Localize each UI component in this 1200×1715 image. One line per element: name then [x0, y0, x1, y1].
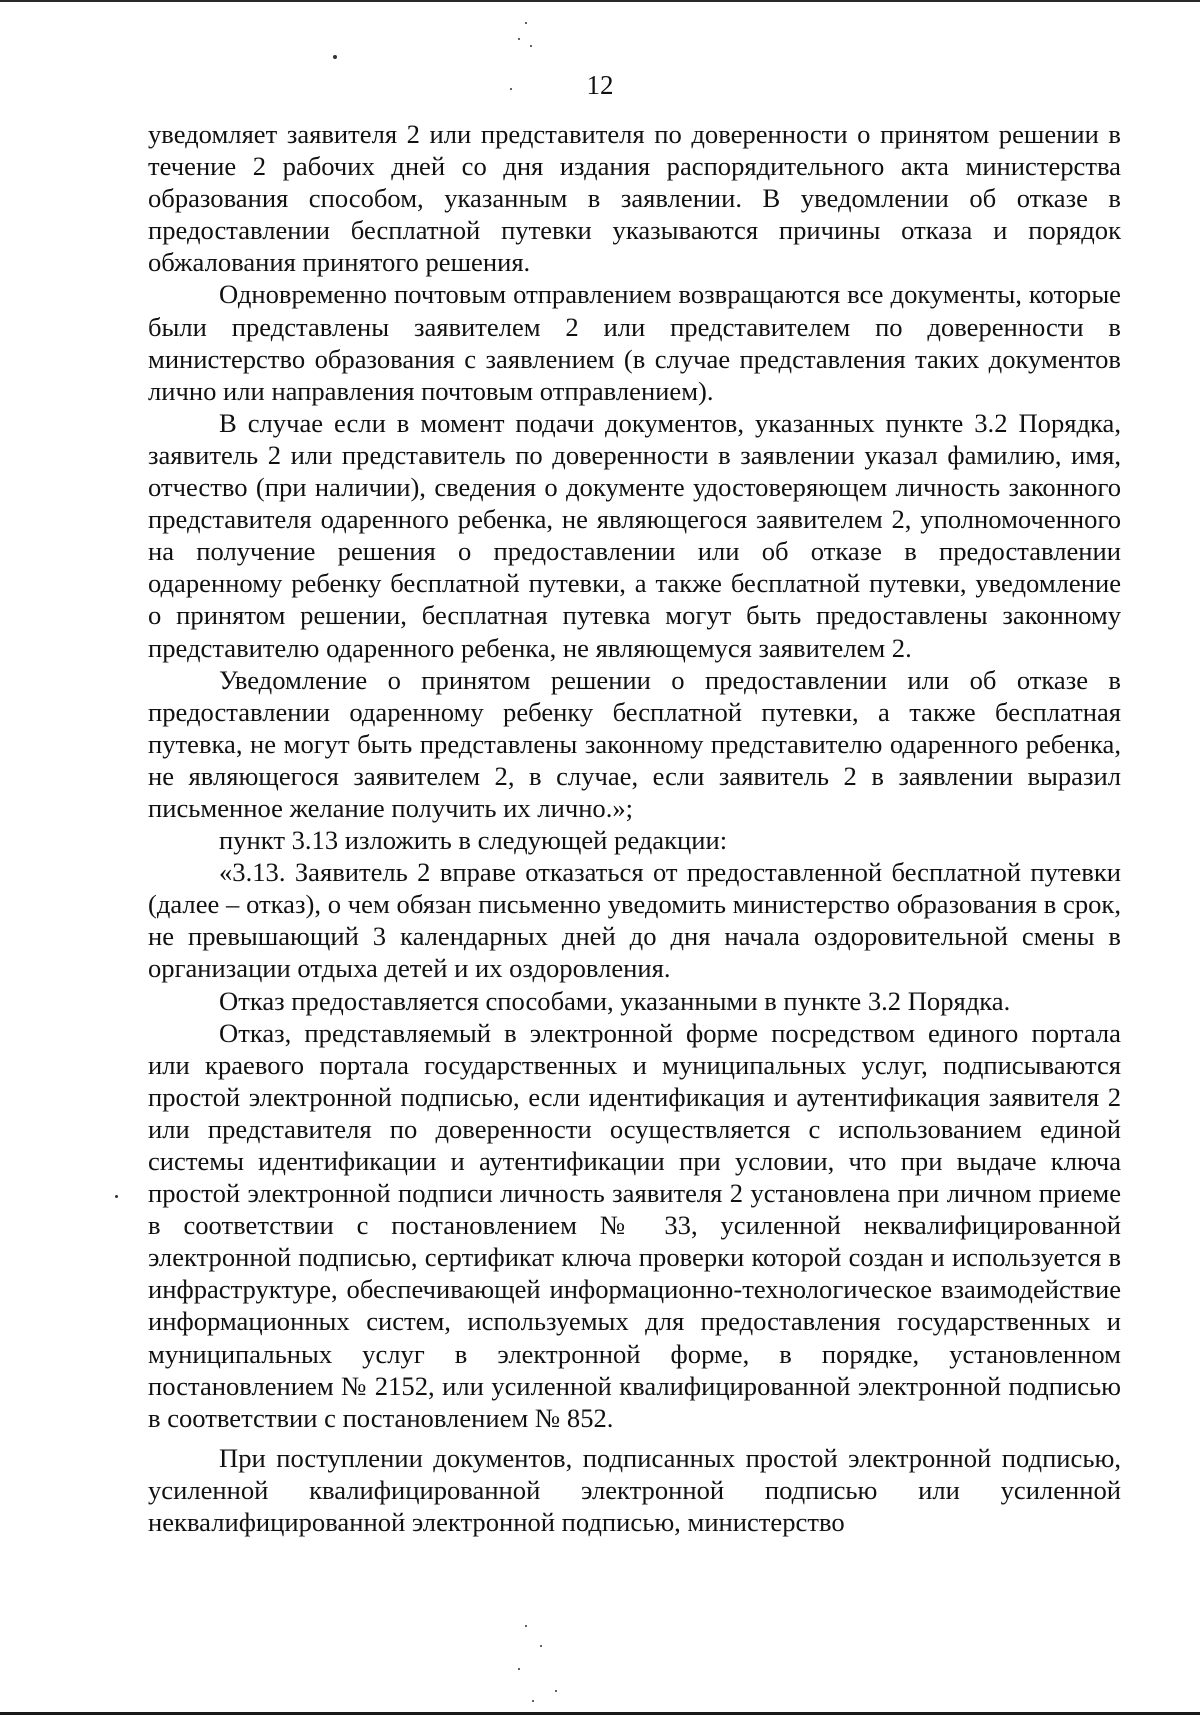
scan-speck — [540, 1645, 542, 1647]
paragraph: уведомляет заявителя 2 или представителя по доверенности о принятом решении в течение 2 рабочих дней со дня издания распорядительного акта министерства образования способом, указанным в заявлении. В уведомлении об отказе в предоставлении бесплатной путевки указываются причины отказа и порядок обжалования принятого решения. — [148, 119, 1121, 278]
scan-top-edge — [0, 0, 1200, 2]
scan-speck — [115, 1195, 118, 1198]
scan-speck — [525, 22, 527, 24]
scan-speck — [555, 1690, 557, 1692]
scan-speck — [525, 1625, 527, 1627]
paragraph: Отказ, представляемый в электронной форме посредством единого портала или краевого портала государственных и муниципальных услуг, подписываются простой электронной подписью, если идентификация и аутентификация заявителя 2 или представителя по доверенности осуществляется с использованием единой системы идентификации и аутентификации при условии, что при выдаче ключа простой электронной подписи личность заявителя 2 установлена при личном приеме в соответствии с постановлением № 33, усиленной неквалифицированной электронной подписью, сертификат ключа проверки которой создан и используется в инфраструктуре, обеспечивающей информационно-технологическое взаимодействие информационных систем, используемых для предоставления государственных и муниципальных услуг в электронной форме, в порядке, установленном постановлением № 2152, или усиленной квалифицированной электронной подписью в соответствии с постановлением № 852. — [148, 1017, 1121, 1433]
paragraph: Одновременно почтовым отправлением возвращаются все документы, которые были представлены заявителем 2 или представителем по доверенности в министерство образования с заявлением (в случае представления таких документов лично или направления почтовым отправлением). — [148, 279, 1121, 406]
scan-speck — [532, 1700, 534, 1702]
scan-speck — [518, 38, 520, 40]
scan-speck — [530, 45, 532, 47]
page-number: 12 — [586, 70, 614, 100]
scan-speck — [333, 55, 337, 59]
scan-speck — [518, 1668, 520, 1670]
paragraph: Уведомление о принятом решении о предоставлении или об отказе в предоставлении одаренному ребенку бесплатной путевки, а также бесплатная путевка, не могут быть представлены законному представителю одаренного ребенка, не являющегося заявителем 2, в случае, если заявитель 2 в заявлении выразил письменное желание получить их лично.»; — [148, 664, 1121, 823]
paragraph: При поступлении документов, подписанных простой электронной подписью, усиленной квалифицированной электронной подписью или усиленной неквалифицированной электронной подписью, министерство — [148, 1442, 1121, 1538]
paragraph: Отказ предоставляется способами, указанными в пункте 3.2 Порядка. — [219, 985, 1011, 1016]
document-body — [148, 118, 1121, 1538]
paragraph: «3.13. Заявитель 2 вправе отказаться от предоставленной бесплатной путевки (далее – отказ), о чем обязан письменно уведомить министерство образования в срок, не превышающий 3 календарных дней до дня начала оздоровительной смены в организации отдыха детей и их оздоровления. — [148, 857, 1121, 984]
paragraph: В случае если в момент подачи документов, указанных пункте 3.2 Порядка, заявитель 2 или представитель по доверенности в заявлении указал фамилию, имя, отчество (при наличии), сведения о документе удостоверяющем личность законного представителя одаренного ребенка, не являющегося заявителем 2, уполномоченного на получение решения о предоставлении или об отказе в предоставлении одаренному ребенку бесплатной путевки, а также бесплатной путевки, уведомление о принятом решении, бесплатная путевка могут быть предоставлены законному представителю одаренного ребенка, не являющемуся заявителем 2. — [148, 407, 1121, 663]
paragraph: пункт 3.13 изложить в следующей редакции: — [219, 825, 728, 856]
